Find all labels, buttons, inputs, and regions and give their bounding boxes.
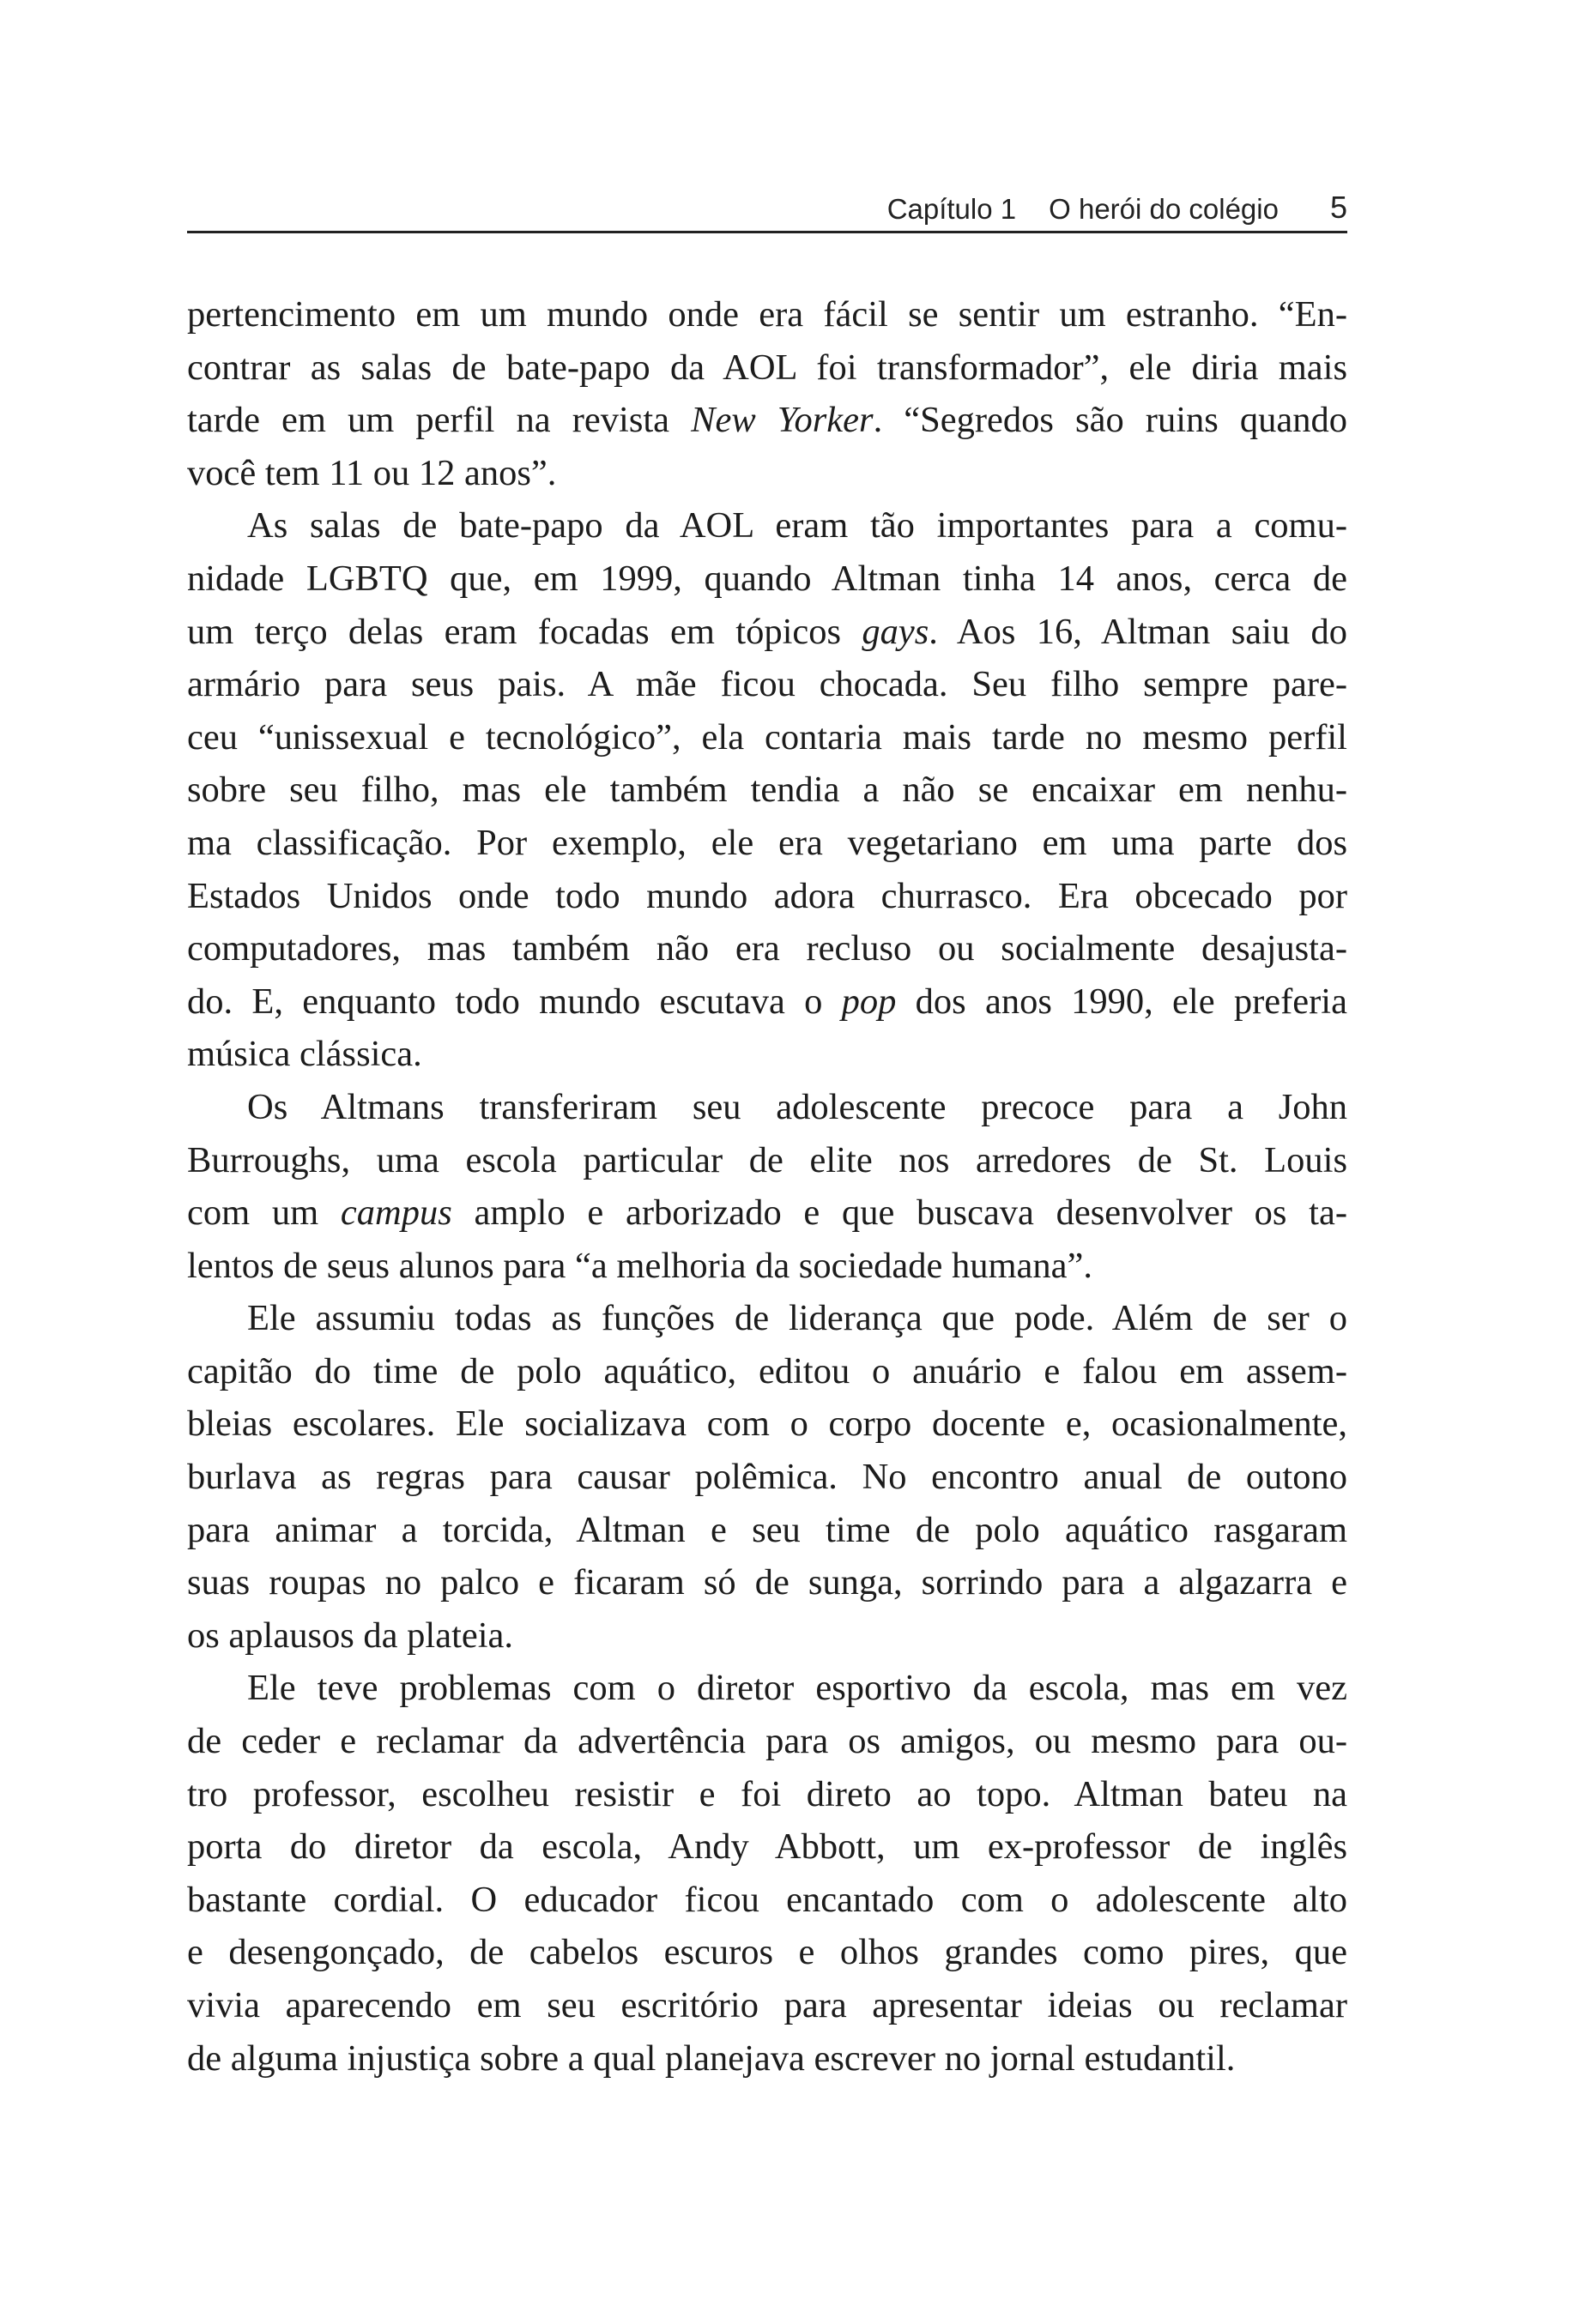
paragraph bbox=[187, 1662, 1347, 2085]
text-line: Ele teve problemas com o diretor esportivo da escola, mas em vez bbox=[247, 1668, 1347, 1709]
text-line: de alguma injustiça sobre a qual planejava escrever no jornal estudantil. bbox=[187, 2037, 1236, 2079]
text-line: vivia aparecendo em seu escritório para apresentar ideias ou reclamar bbox=[187, 1985, 1347, 2025]
text-line: porta do diretor da escola, Andy Abbott, um ex-professor de inglês bbox=[187, 1826, 1347, 1868]
italic-term: campus bbox=[340, 1192, 452, 1234]
text-line: você tem 11 ou 12 anos”. bbox=[187, 452, 557, 493]
italic-term: pop bbox=[841, 981, 897, 1022]
text-line: sobre seu filho, mas ele também tendia a não se encaixar em nenhu- bbox=[187, 770, 1347, 811]
text-line: suas roupas no palco e ficaram só de sunga, sorrindo para a algazarra e bbox=[187, 1562, 1347, 1603]
text-line: Ele assumiu todas as funções de liderança que pode. Além de ser o bbox=[247, 1298, 1347, 1339]
text-line: Os Altmans transferiram seu adolescente precoce para a John bbox=[247, 1086, 1347, 1127]
text-line: do. E, enquanto todo mundo escutava o pop dos anos 1990, ele preferia bbox=[187, 981, 1347, 1022]
running-head bbox=[187, 190, 1347, 233]
text-line: computadores, mas também não era recluso ou socialmente desajusta- bbox=[187, 928, 1347, 969]
text-line: música clássica. bbox=[187, 1034, 422, 1075]
italic-term: New Yorker bbox=[691, 400, 874, 441]
text-line: bleias escolares. Ele socializava com o corpo docente e, ocasionalmente, bbox=[187, 1403, 1347, 1445]
body-text bbox=[187, 288, 1347, 2085]
text-line: burlava as regras para causar polêmica. No encontro anual de outono bbox=[187, 1457, 1347, 1498]
italic-term: gays bbox=[862, 611, 929, 652]
text-line: Burroughs, uma escola particular de elite nos arredores de St. Louis bbox=[187, 1139, 1347, 1180]
text-line: capitão do time de polo aquático, editou o anuário e falou em assem- bbox=[187, 1350, 1347, 1391]
text-line: com um campus amplo e arborizado e que buscava desenvolver os ta- bbox=[187, 1192, 1348, 1234]
text-line: bastante cordial. O educador ficou encantado com o adolescente alto bbox=[187, 1879, 1347, 1920]
text-line: lentos de seus alunos para “a melhoria da sociedade humana”. bbox=[187, 1245, 1093, 1286]
paragraph bbox=[187, 1081, 1347, 1292]
text-line: contrar as salas de bate-papo da AOL foi transformador”, ele diria mais bbox=[187, 347, 1347, 388]
text-line: tarde em um perfil na revista New Yorker. “Segredos são ruins quando bbox=[187, 400, 1347, 441]
text-line: os aplausos da plateia. bbox=[187, 1615, 514, 1656]
paragraph bbox=[187, 288, 1347, 499]
page-number: 5 bbox=[1329, 190, 1347, 225]
text-line: de ceder e reclamar da advertência para os amigos, ou mesmo para ou- bbox=[187, 1721, 1347, 1762]
text-line: Estados Unidos onde todo mundo adora churrasco. Era obcecado por bbox=[187, 875, 1347, 916]
text-line: armário para seus pais. A mãe ficou chocada. Seu filho sempre pare- bbox=[187, 664, 1347, 705]
text-line: para animar a torcida, Altman e seu time de polo aquático rasgaram bbox=[187, 1509, 1347, 1550]
paragraph bbox=[187, 1292, 1347, 1662]
chapter-title: O herói do colégio bbox=[1049, 193, 1279, 225]
text-line: ma classificação. Por exemplo, ele era vegetariano em uma parte dos bbox=[187, 822, 1347, 863]
text-line: tro professor, escolheu resistir e foi direto ao topo. Altman bateu na bbox=[187, 1773, 1347, 1814]
text-line: ceu “unissexual e tecnológico”, ela contaria mais tarde no mesmo perfil bbox=[187, 716, 1347, 758]
text-line: nidade LGBTQ que, em 1999, quando Altman tinha 14 anos, cerca de bbox=[187, 558, 1347, 599]
text-line: pertencimento em um mundo onde era fácil se sentir um estranho. “En- bbox=[187, 294, 1347, 335]
text-line: um terço delas eram focadas em tópicos gays. Aos 16, Altman saiu do bbox=[187, 611, 1347, 652]
text-line: e desengonçado, de cabelos escuros e olhos grandes como pires, que bbox=[187, 1932, 1347, 1973]
text-line: As salas de bate-papo da AOL eram tão importantes para a comu- bbox=[247, 505, 1347, 546]
chapter-label: Capítulo 1 bbox=[886, 193, 1017, 225]
paragraph bbox=[187, 499, 1347, 1081]
